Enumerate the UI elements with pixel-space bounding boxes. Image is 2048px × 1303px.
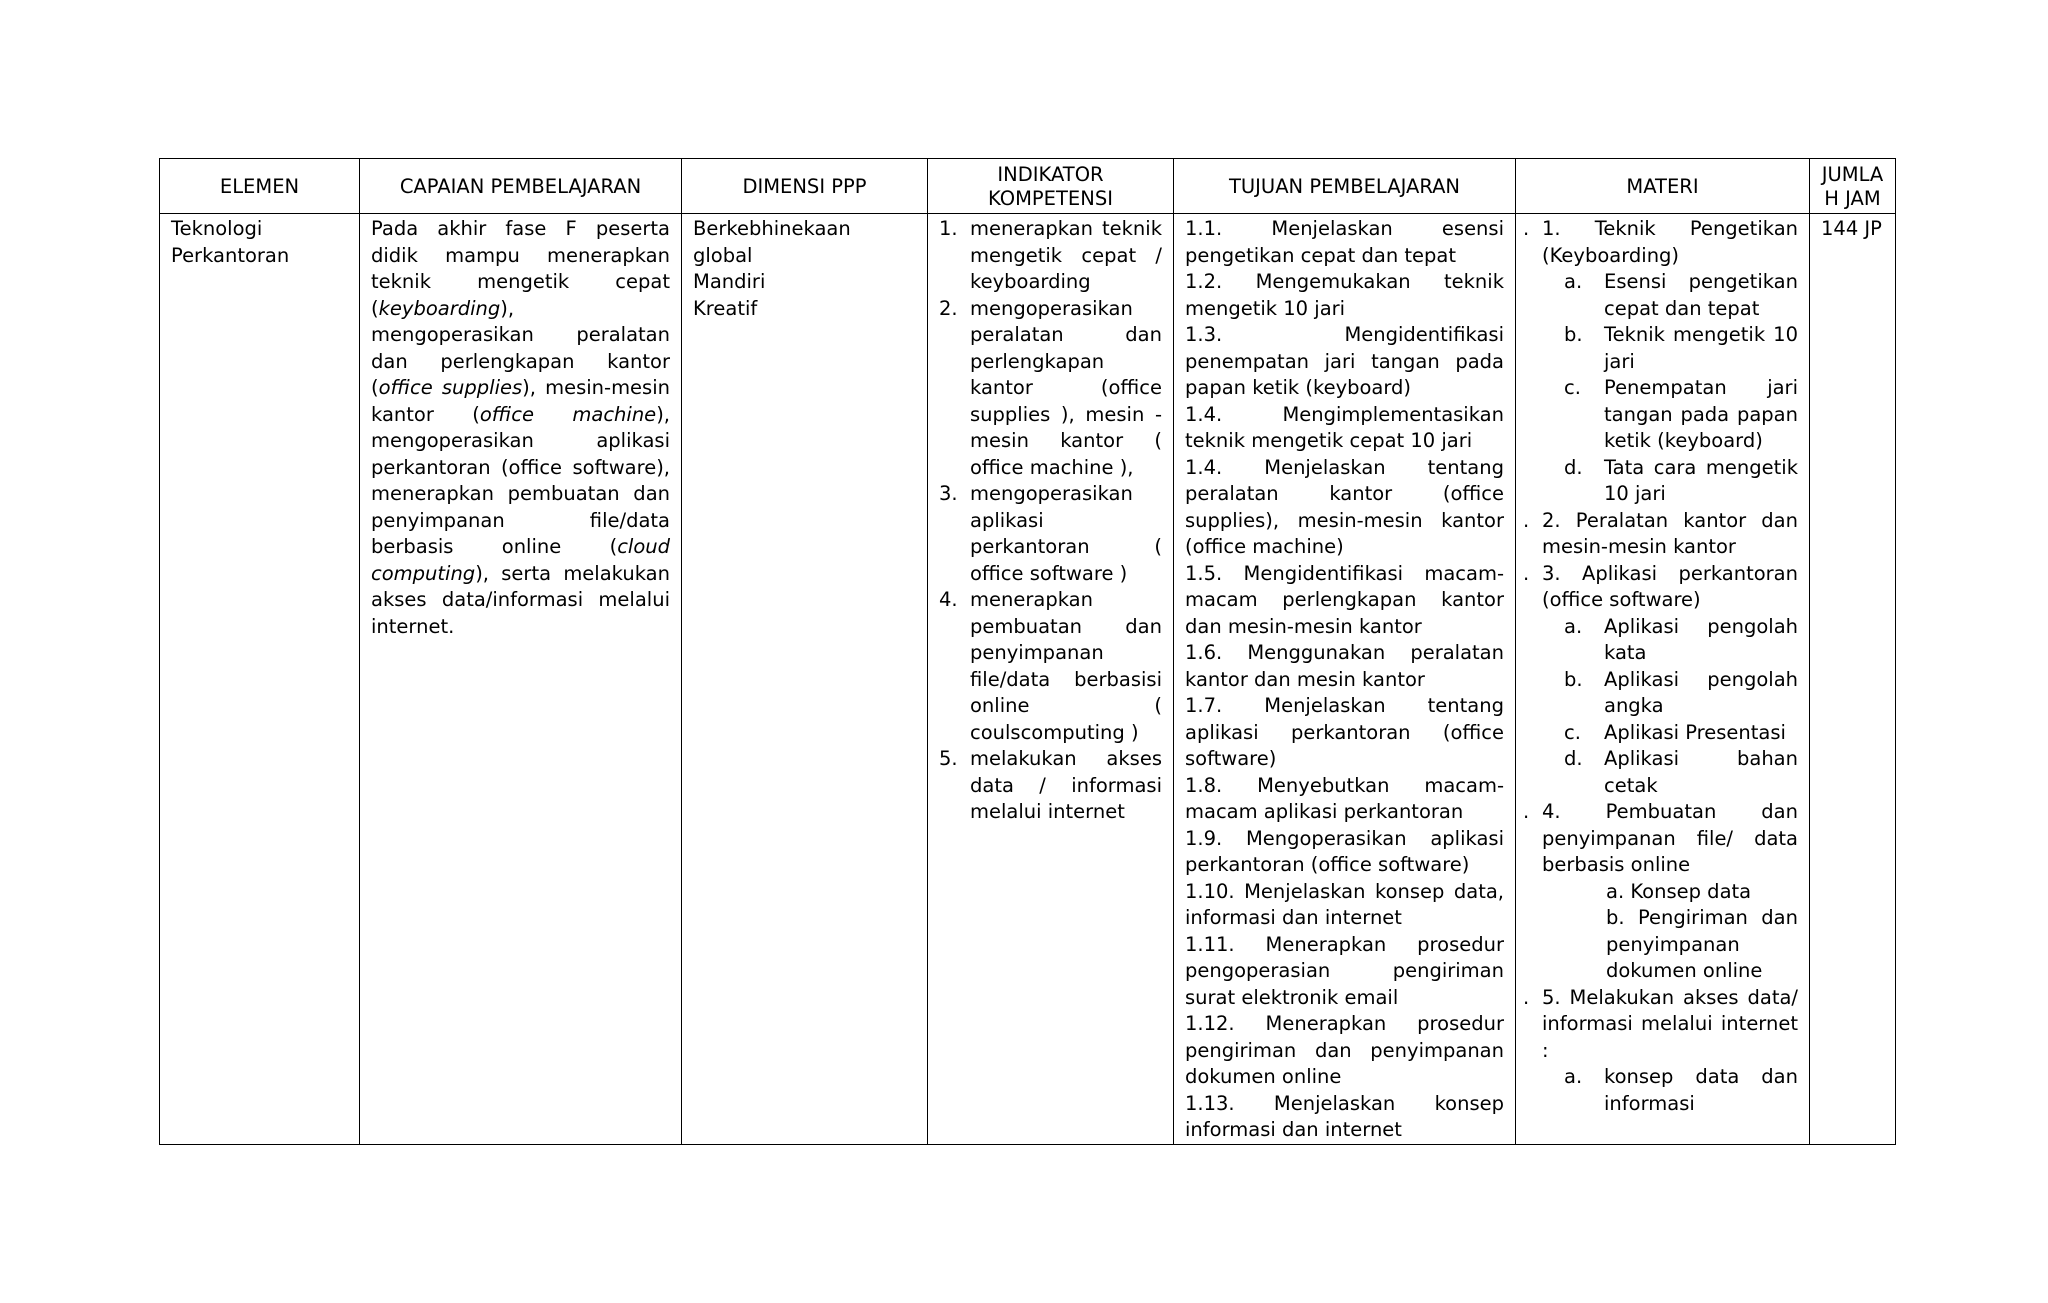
materi-item: . 1. Teknik Pengetikan (Keyboarding) <box>1523 217 1798 267</box>
materi-subitem: c. Penempatan jari tangan pada papan ketik (keyboard) <box>1564 376 1798 452</box>
cell-materi <box>1516 214 1810 1145</box>
materi-subitem: d. Tata cara mengetik 10 jari <box>1564 455 1798 505</box>
tujuan-item: 1.8. Menyebutkan macam-macam aplikasi perkantoran <box>1185 773 1504 823</box>
cell-indikator-kompetensi <box>928 214 1174 1145</box>
tujuan-item: 1.5. Mengidentifikasi macam-macam perlengkapan kantor dan mesin-mesin kantor <box>1185 561 1504 638</box>
materi-subitem: c. Aplikasi Presentasi <box>1564 720 1786 744</box>
materi-subitem: d. Aplikasi bahan cetak <box>1564 747 1798 797</box>
curriculum-table <box>159 158 1896 1145</box>
tujuan-item: 1.10. Menjelaskan konsep data, informasi dan internet <box>1185 879 1504 929</box>
header-materi: MATERI <box>1516 159 1810 214</box>
tujuan-item: 1.9. Mengoperasikan aplikasi perkantoran (office software) <box>1185 826 1504 876</box>
cell-capaian-pembelajaran: Pada akhir fase F peserta didik mampu menerapkan teknik mengetik cepat (keyboarding), mengoperasikan peralatan dan perlengkapan kantor (office supplies), mesin-mesin kantor (office machine), mengoperasikan aplikasi perkantoran (office software), menerapkan pembuatan dan penyimpanan file/data berbasis online (cloud computing), serta melakukan akses data/informasi melalui internet. <box>360 214 682 1145</box>
header-capaian-pembelajaran: CAPAIAN PEMBELAJARAN <box>360 159 682 214</box>
header-indikator-kompetensi: INDIKATOR KOMPETENSI <box>928 159 1174 214</box>
header-elemen: ELEMEN <box>160 159 360 214</box>
materi-subitem: a. konsep data dan informasi <box>1564 1065 1798 1115</box>
materi-item: . 5. Melakukan akses data/ informasi melalui internet : <box>1523 985 1798 1062</box>
tujuan-item: 1.1. Menjelaskan esensi pengetikan cepat dan tepat <box>1185 217 1504 267</box>
list-item: 3. mengoperasikan aplikasi perkantoran ( office software ) <box>939 482 1162 585</box>
cell-jumlah-jam: 144 JP <box>1810 214 1896 1145</box>
materi-item: . 2. Peralatan kantor dan mesin-mesin kantor <box>1523 508 1798 558</box>
materi-subitem: b. Pengiriman dan penyimpanan dokumen online <box>1606 906 1798 982</box>
list-item: 4. menerapkan pembuatan dan penyimpanan file/data berbasisi online ( coulscomputing ) <box>939 588 1162 744</box>
tujuan-item: 1.13. Menjelaskan konsep informasi dan internet <box>1185 1091 1504 1141</box>
tujuan-item: 1.6. Menggunakan peralatan kantor dan mesin kantor <box>1185 641 1504 691</box>
cell-elemen: Teknologi Perkantoran <box>160 214 360 1145</box>
materi-item: . 3. Aplikasi perkantoran (office software) <box>1523 561 1798 611</box>
materi-list <box>1523 216 1798 1117</box>
materi-subitem: b. Teknik mengetik 10 jari <box>1564 323 1798 373</box>
list-item: 5. melakukan akses data / informasi melalui internet <box>939 747 1162 823</box>
tujuan-item: 1.4. Menjelaskan tentang peralatan kantor (office supplies), mesin-mesin kantor (office machine) <box>1185 455 1504 558</box>
materi-subitem: a. Esensi pengetikan cepat dan tepat <box>1564 270 1798 320</box>
materi-item: . 4. Pembuatan dan penyimpanan file/ data berbasis online <box>1523 800 1798 876</box>
list-item: 1. menerapkan teknik mengetik cepat / keyboarding <box>939 217 1162 293</box>
header-tujuan-pembelajaran: TUJUAN PEMBELAJARAN <box>1174 159 1516 214</box>
header-jumlah-jam: JUMLA H JAM <box>1810 159 1896 214</box>
cell-tujuan-pembelajaran <box>1174 214 1516 1145</box>
materi-subitem: b. Aplikasi pengolah angka <box>1564 667 1798 717</box>
cell-dimensi-ppp: Berkebhinekaan global Mandiri Kreatif <box>682 214 928 1145</box>
tujuan-item: 1.12. Menerapkan prosedur pengiriman dan penyimpanan dokumen online <box>1185 1012 1504 1088</box>
materi-subitem: a. Konsep data <box>1606 879 1752 903</box>
materi-subitem: a. Aplikasi pengolah kata <box>1564 614 1798 664</box>
tujuan-item: 1.2. Mengemukakan teknik mengetik 10 jari <box>1185 270 1504 320</box>
header-dimensi-ppp: DIMENSI PPP <box>682 159 928 214</box>
tujuan-item: 1.3. Mengidentifikasi penempatan jari tangan pada papan ketik (keyboard) <box>1185 323 1504 399</box>
indikator-list <box>939 216 1162 826</box>
table-row <box>160 214 1896 1145</box>
header-row <box>160 159 1896 214</box>
tujuan-item: 1.11. Menerapkan prosedur pengoperasian pengiriman surat elektronik email <box>1185 932 1504 1009</box>
tujuan-item: 1.4. Mengimplementasikan teknik mengetik cepat 10 jari <box>1185 402 1504 452</box>
list-item: 2. mengoperasikan peralatan dan perlengkapan kantor (office supplies ), mesin - mesin kantor ( office machine ), <box>939 296 1162 479</box>
tujuan-item: 1.7. Menjelaskan tentang aplikasi perkantoran (office software) <box>1185 694 1504 770</box>
